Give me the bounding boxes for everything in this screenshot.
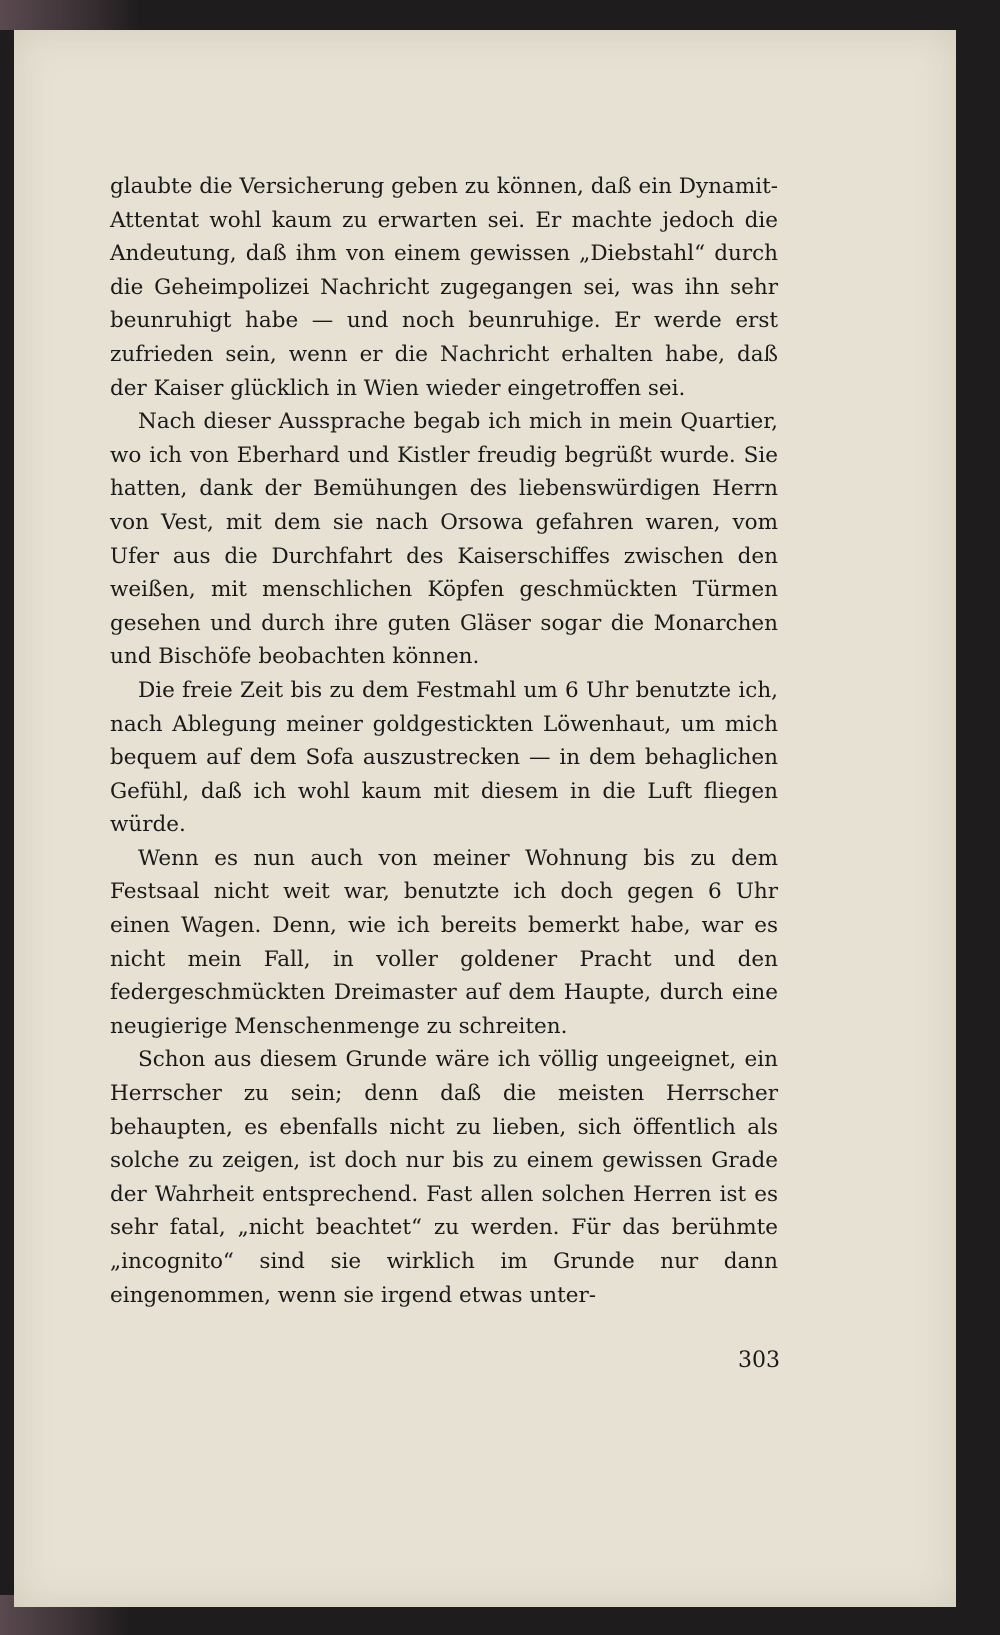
page-number: 303 bbox=[738, 1348, 780, 1373]
book-page bbox=[14, 30, 956, 1607]
paragraph-1: glaubte die Versicherung geben zu können, daß ein Dynamit-Attentat wohl kaum zu erwarten sei. Er machte jedoch die Andeutung, daß ihm von einem gewissen „Diebstahl“ durch die Geheimpolizei Nachricht zugegangen sei, was ihn sehr beunruhigt habe — und noch beunruhige. Er werde erst zufrieden sein, wenn er die Nachricht erhalten habe, daß der Kaiser glücklich in Wien wieder eingetroffen sei. bbox=[110, 174, 778, 401]
paragraph-3: Die freie Zeit bis zu dem Festmahl um 6 Uhr benutzte ich, nach Ablegung meiner goldgestickten Löwenhaut, um mich bequem auf dem Sofa auszustrecken — in dem behaglichen Gefühl, daß ich wohl kaum mit diesem in die Luft fliegen würde. bbox=[110, 677, 778, 838]
body-text bbox=[110, 170, 778, 1312]
paragraph-4: Wenn es nun auch von meiner Wohnung bis zu dem Festsaal nicht weit war, benutzte ich doch gegen 6 Uhr einen Wagen. Denn, wie ich bereits bemerkt habe, war es nicht mein Fall, in voller goldener Pracht und den federgeschmückten Dreimaster auf dem Haupte, durch eine neugierige Menschenmenge zu schreiten. bbox=[110, 845, 778, 1039]
book-spine-top bbox=[0, 0, 140, 30]
paragraph-5: Schon aus diesem Grunde wäre ich völlig ungeeignet, ein Herrscher zu sein; denn daß die meisten Herrscher behaupten, es ebenfalls nicht zu lieben, sich öffentlich als solche zu zeigen, ist doch nur bis zu einem gewissen Grade der Wahrheit entsprechend. Fast allen solchen Herren ist es sehr fatal, „nicht beachtet“ zu werden. Für das berühmte „incognito“ sind sie wirklich im Grunde nur dann eingenommen, wenn sie irgend etwas unter- bbox=[110, 1047, 778, 1308]
paragraph-2: Nach dieser Aussprache begab ich mich in mein Quartier, wo ich von Eberhard und Kistler freudig begrüßt wurde. Sie hatten, dank der Bemühungen des liebenswürdigen Herrn von Vest, mit dem sie nach Orsowa gefahren waren, vom Ufer aus die Durchfahrt des Kaiserschiffes zwischen den weißen, mit menschlichen Köpfen geschmückten Türmen gesehen und durch ihre guten Gläser sogar die Monarchen und Bischöfe beobachten können. bbox=[110, 409, 778, 670]
